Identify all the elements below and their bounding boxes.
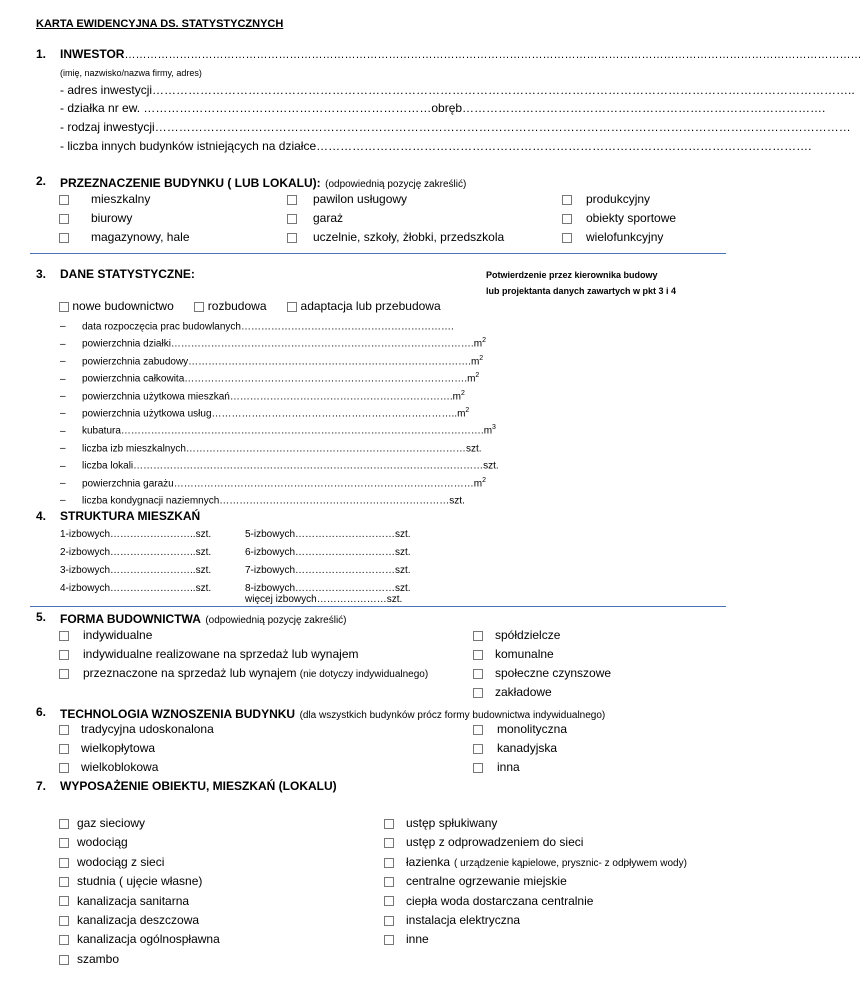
technology-option[interactable]: inna	[473, 760, 520, 774]
statistic-field[interactable]	[60, 355, 483, 367]
checkbox[interactable]	[59, 302, 69, 312]
form-option-note: (nie dotyczy indywidualnego)	[299, 669, 429, 680]
statistic-field[interactable]	[60, 424, 496, 436]
section-6-heading: TECHNOLOGIA WZNOSZENIA BUDYNKU	[60, 707, 296, 721]
checkbox[interactable]	[287, 233, 297, 243]
statistic-field[interactable]	[60, 459, 499, 471]
form-option[interactable]: społeczne czynszowe	[473, 666, 611, 680]
unit: szt.	[483, 460, 499, 472]
checkbox[interactable]	[59, 819, 69, 829]
equipment-option[interactable]	[59, 835, 128, 849]
technology-option[interactable]: wielkopłytowa	[59, 741, 155, 755]
rooms-field[interactable]: 6-izbowych…………………………szt.	[245, 547, 411, 558]
purpose-option[interactable]: biurowy	[59, 211, 132, 225]
dash: –	[60, 390, 66, 402]
equipment-label: kanalizacja deszczowa	[77, 913, 200, 927]
dash: –	[60, 477, 66, 489]
checkbox[interactable]	[287, 195, 297, 205]
option-new-construction[interactable]: nowe budownictwo	[59, 299, 174, 313]
section-2-note: (odpowiednią pozycję zakreślić)	[325, 179, 467, 190]
purpose-option[interactable]: magazynowy, hale	[59, 230, 190, 244]
investment-type-field[interactable]: - rodzaj inwestycji…………………………………………………………………………………………………………………………………………………………	[60, 120, 851, 134]
section-7-number: 7.	[36, 779, 47, 793]
checkbox[interactable]	[59, 877, 69, 887]
equipment-label: kanalizacja ogólnospławna	[77, 932, 220, 947]
option-adaptation[interactable]: adaptacja lub przebudowa	[287, 299, 440, 313]
checkbox[interactable]	[473, 631, 483, 641]
section-4-heading: STRUKTURA MIESZKAŃ	[60, 509, 201, 523]
equipment-option[interactable]	[384, 874, 567, 888]
section-2-heading: PRZEZNACZENIE BUDYNKU ( LUB LOKALU):	[60, 176, 321, 190]
checkbox[interactable]	[473, 650, 483, 660]
dash: –	[60, 356, 66, 368]
equipment-label: gaz sieciowy	[77, 816, 146, 830]
checkbox[interactable]	[384, 896, 394, 906]
section-5-heading: FORMA BUDOWNICTWA	[60, 612, 201, 626]
unit-exponent: 2	[482, 337, 486, 345]
unit: m	[483, 425, 493, 437]
checkbox[interactable]	[287, 214, 297, 224]
section-3-heading: DANE STATYSTYCZNE:	[60, 267, 195, 281]
option-extension[interactable]: rozbudowa	[194, 299, 266, 313]
rooms-field[interactable]: 5-izbowych…………………………szt.	[245, 529, 411, 540]
form-option[interactable]: indywidualne	[59, 628, 152, 642]
unit: m	[473, 338, 483, 350]
unit-exponent: 3	[492, 424, 496, 432]
equipment-option[interactable]	[384, 816, 497, 830]
statistic-field[interactable]	[60, 442, 482, 454]
dash: –	[60, 443, 66, 455]
other-buildings-field[interactable]: - liczba innych budynków istniejących na działce…………………………………………………………………………………………………………….	[60, 139, 812, 153]
section-4-number: 4.	[36, 509, 47, 523]
section-3-number: 3.	[36, 267, 47, 281]
equipment-label: szambo	[77, 951, 120, 966]
unit: szt.	[449, 495, 465, 507]
checkbox[interactable]	[59, 744, 69, 754]
section-6-note: (dla wszystkich budynków prócz formy budownictwa indywidualnego)	[299, 710, 606, 721]
equipment-option[interactable]	[384, 932, 429, 946]
checkbox[interactable]	[59, 955, 69, 965]
purpose-option[interactable]: garaż	[287, 211, 343, 225]
investor-dots: …………………………………………………………………………………………………………………………………………………………………………………	[124, 49, 861, 61]
section-divider	[30, 253, 726, 254]
rooms-field[interactable]: 2-izbowych……………………..szt.	[60, 547, 212, 558]
section-5-number: 5.	[36, 610, 47, 624]
rooms-field[interactable]: 3-izbowych……………………..szt.	[60, 565, 212, 576]
checkbox[interactable]	[59, 195, 69, 205]
equipment-label: wodociąg z sieci	[77, 854, 165, 869]
equipment-option[interactable]	[59, 913, 199, 927]
checkbox[interactable]	[384, 838, 394, 848]
statistic-label: powierzchnia całkowita………………………………………………………………………….	[82, 373, 468, 385]
statistic-field[interactable]	[60, 372, 479, 384]
statistic-field[interactable]	[60, 407, 469, 419]
equipment-label: ustęp z odprowadzeniem do sieci	[406, 835, 584, 850]
technology-option[interactable]: wielkoblokowa	[59, 760, 158, 774]
dash: –	[60, 460, 66, 472]
equipment-option[interactable]	[384, 835, 583, 849]
rooms-field[interactable]: więcej izbowych…………………szt.	[245, 594, 403, 605]
equipment-label: kanalizacja sanitarna	[77, 893, 190, 908]
checkbox[interactable]	[59, 669, 69, 679]
section-1-number: 1.	[36, 47, 47, 61]
unit: m	[473, 477, 483, 489]
checkbox[interactable]	[562, 195, 572, 205]
address-field[interactable]: - adres inwestycji…………………………………………………………………………………………………………………………………………………………..	[60, 83, 855, 97]
checkbox[interactable]	[384, 916, 394, 926]
bathroom-note: ( urządzenie kąpielowe, prysznic- z odpływem wody)	[454, 857, 687, 869]
checkbox[interactable]	[59, 631, 69, 641]
dash: –	[60, 373, 66, 385]
equipment-label: inne	[406, 932, 429, 947]
unit: m	[467, 373, 476, 385]
equipment-label: centralne ogrzewanie miejskie	[406, 874, 567, 889]
unit-exponent: 2	[460, 389, 465, 397]
form-option[interactable]: przeznaczone na sprzedaż lub wynajem (nie dotyczy indywidualnego)	[59, 666, 428, 680]
section-divider	[30, 606, 726, 607]
dash: –	[60, 425, 66, 437]
technology-option[interactable]: monolityczna	[473, 722, 567, 736]
dash: –	[60, 321, 66, 333]
unit: m	[470, 356, 480, 368]
statistic-label: data rozpoczęcia prac budowlanych……………………………………………………….	[82, 321, 454, 333]
plot-field[interactable]: - działka nr ew. ………………………………………………………………obręb……………………………………………………………………………….	[60, 101, 826, 115]
checkbox[interactable]	[59, 214, 69, 224]
checkbox[interactable]	[59, 725, 69, 735]
statistic-label: powierzchnia garażu………………………………………………………………………………	[82, 477, 474, 489]
purpose-option[interactable]: pawilon usługowy	[287, 192, 407, 206]
checkbox[interactable]	[473, 688, 483, 698]
rooms-field[interactable]: 4-izbowych……………………..szt.	[60, 583, 212, 594]
unit-exponent: 2	[475, 372, 480, 380]
rooms-field[interactable]: 8-izbowych…………………………szt.	[245, 583, 411, 594]
checkbox[interactable]	[384, 935, 394, 945]
equipment-option[interactable]	[59, 952, 119, 966]
unit: m	[452, 390, 461, 402]
equipment-label: ciepła woda dostarczana centralnie	[406, 893, 594, 908]
equipment-option[interactable]	[59, 894, 189, 908]
checkbox[interactable]	[59, 896, 69, 906]
unit: szt.	[465, 443, 482, 455]
statistic-label: powierzchnia działki……………………………………………………………………………….	[82, 338, 474, 350]
checkbox[interactable]	[59, 935, 69, 945]
unit: m	[457, 408, 466, 420]
section-2-number: 2.	[36, 174, 47, 188]
statistic-label: liczba izb mieszkalnych…………………………………………………………………………	[82, 443, 466, 455]
checkbox[interactable]	[473, 744, 483, 754]
investor-field[interactable]	[60, 47, 861, 61]
equipment-option[interactable]	[59, 874, 202, 888]
page-title: KARTA EWIDENCYJNA DS. STATYSTYCZNYCH	[36, 18, 284, 30]
equipment-option[interactable]	[384, 894, 593, 908]
section-5-header	[60, 610, 347, 628]
unit-exponent: 2	[479, 354, 484, 362]
construction-type-options	[59, 299, 441, 313]
statistic-label: liczba kondygnacji naziemnych……………………………………………………………	[82, 495, 450, 507]
rooms-field[interactable]: 7-izbowych…………………………szt.	[245, 565, 411, 576]
checkbox[interactable]	[59, 858, 69, 868]
equipment-option[interactable]	[384, 913, 520, 927]
statistic-field[interactable]	[60, 390, 465, 402]
technology-option[interactable]: tradycyjna udoskonalona	[59, 722, 214, 736]
equipment-option[interactable]	[59, 855, 164, 869]
dash: –	[60, 408, 66, 420]
equipment-label: ustęp spłukiwany	[406, 816, 498, 830]
statistic-field[interactable]	[60, 320, 454, 332]
section-7-heading: WYPOSAŻENIE OBIEKTU, MIESZKAŃ (LOKALU)	[60, 779, 337, 793]
statistic-label: powierzchnia użytkowa usług………………………………………………………………..	[82, 408, 458, 420]
form-option[interactable]: komunalne	[473, 647, 554, 661]
statistic-field[interactable]	[60, 494, 465, 506]
purpose-option[interactable]: wielofunkcyjny	[562, 230, 663, 244]
checkbox[interactable]	[59, 233, 69, 243]
checkbox[interactable]	[562, 233, 572, 243]
form-option[interactable]: spółdzielcze	[473, 628, 560, 642]
unit-exponent: 2	[482, 476, 486, 484]
checkbox[interactable]	[59, 763, 69, 773]
checkbox[interactable]	[473, 763, 483, 773]
equipment-label: instalacja elektryczna	[406, 913, 521, 927]
checkbox[interactable]	[384, 819, 394, 829]
statistic-field[interactable]	[60, 477, 486, 489]
dash: –	[60, 338, 66, 350]
unit-exponent: 2	[465, 407, 470, 414]
statistic-label: liczba lokali……………………………………………………………………………………………	[82, 460, 484, 472]
statistic-label: powierzchnia użytkowa mieszkań………………………………………………………….	[82, 390, 453, 402]
checkbox[interactable]	[562, 214, 572, 224]
purpose-option[interactable]: produkcyjny	[562, 192, 650, 206]
equipment-option[interactable]	[384, 855, 687, 869]
section-1-heading: INWESTOR	[60, 47, 125, 61]
checkbox[interactable]	[194, 302, 204, 312]
confirmation-line-1: Potwierdzenie przez kierownika budowy	[486, 270, 658, 280]
section-6-header	[60, 705, 605, 723]
purpose-option[interactable]: obiekty sportowe	[562, 211, 676, 225]
purpose-option[interactable]: mieszkalny	[59, 192, 150, 206]
section-2-header	[60, 174, 466, 192]
checkbox[interactable]	[384, 877, 394, 887]
checkbox[interactable]	[287, 302, 297, 312]
purpose-option[interactable]: uczelnie, szkoły, żłobki, przedszkola	[287, 230, 504, 244]
checkbox[interactable]	[384, 858, 394, 868]
checkbox[interactable]	[473, 725, 483, 735]
checkbox[interactable]	[473, 669, 483, 679]
equipment-option[interactable]	[59, 816, 145, 830]
statistic-field[interactable]	[60, 337, 486, 349]
checkbox[interactable]	[59, 650, 69, 660]
form-option[interactable]: zakładowe	[473, 685, 552, 699]
section-5-note: (odpowiednią pozycję zakreślić)	[205, 615, 347, 626]
dash: –	[60, 495, 66, 507]
equipment-option[interactable]	[59, 932, 220, 946]
rooms-field[interactable]: 1-izbowych……………………..szt.	[60, 529, 212, 540]
statistic-label: powierzchnia zabudowy………………………………………………………………………….	[82, 356, 471, 368]
equipment-label: wodociąg	[77, 835, 128, 850]
checkbox[interactable]	[59, 916, 69, 926]
technology-option[interactable]: kanadyjska	[473, 741, 557, 755]
statistic-label: kubatura……………………………………………………………………………………………….	[82, 425, 484, 437]
investor-note: (imię, nazwisko/nazwa firmy, adres)	[60, 68, 202, 78]
form-option[interactable]: indywidualne realizowane na sprzedaż lub wynajem	[59, 647, 359, 661]
confirmation-line-2: lub projektanta danych zawartych w pkt 3 i 4	[486, 286, 677, 296]
checkbox[interactable]	[59, 838, 69, 848]
section-6-number: 6.	[36, 705, 47, 719]
equipment-label: studnia ( ujęcie własne)	[77, 874, 203, 889]
equipment-label: łazienka	[406, 854, 451, 869]
